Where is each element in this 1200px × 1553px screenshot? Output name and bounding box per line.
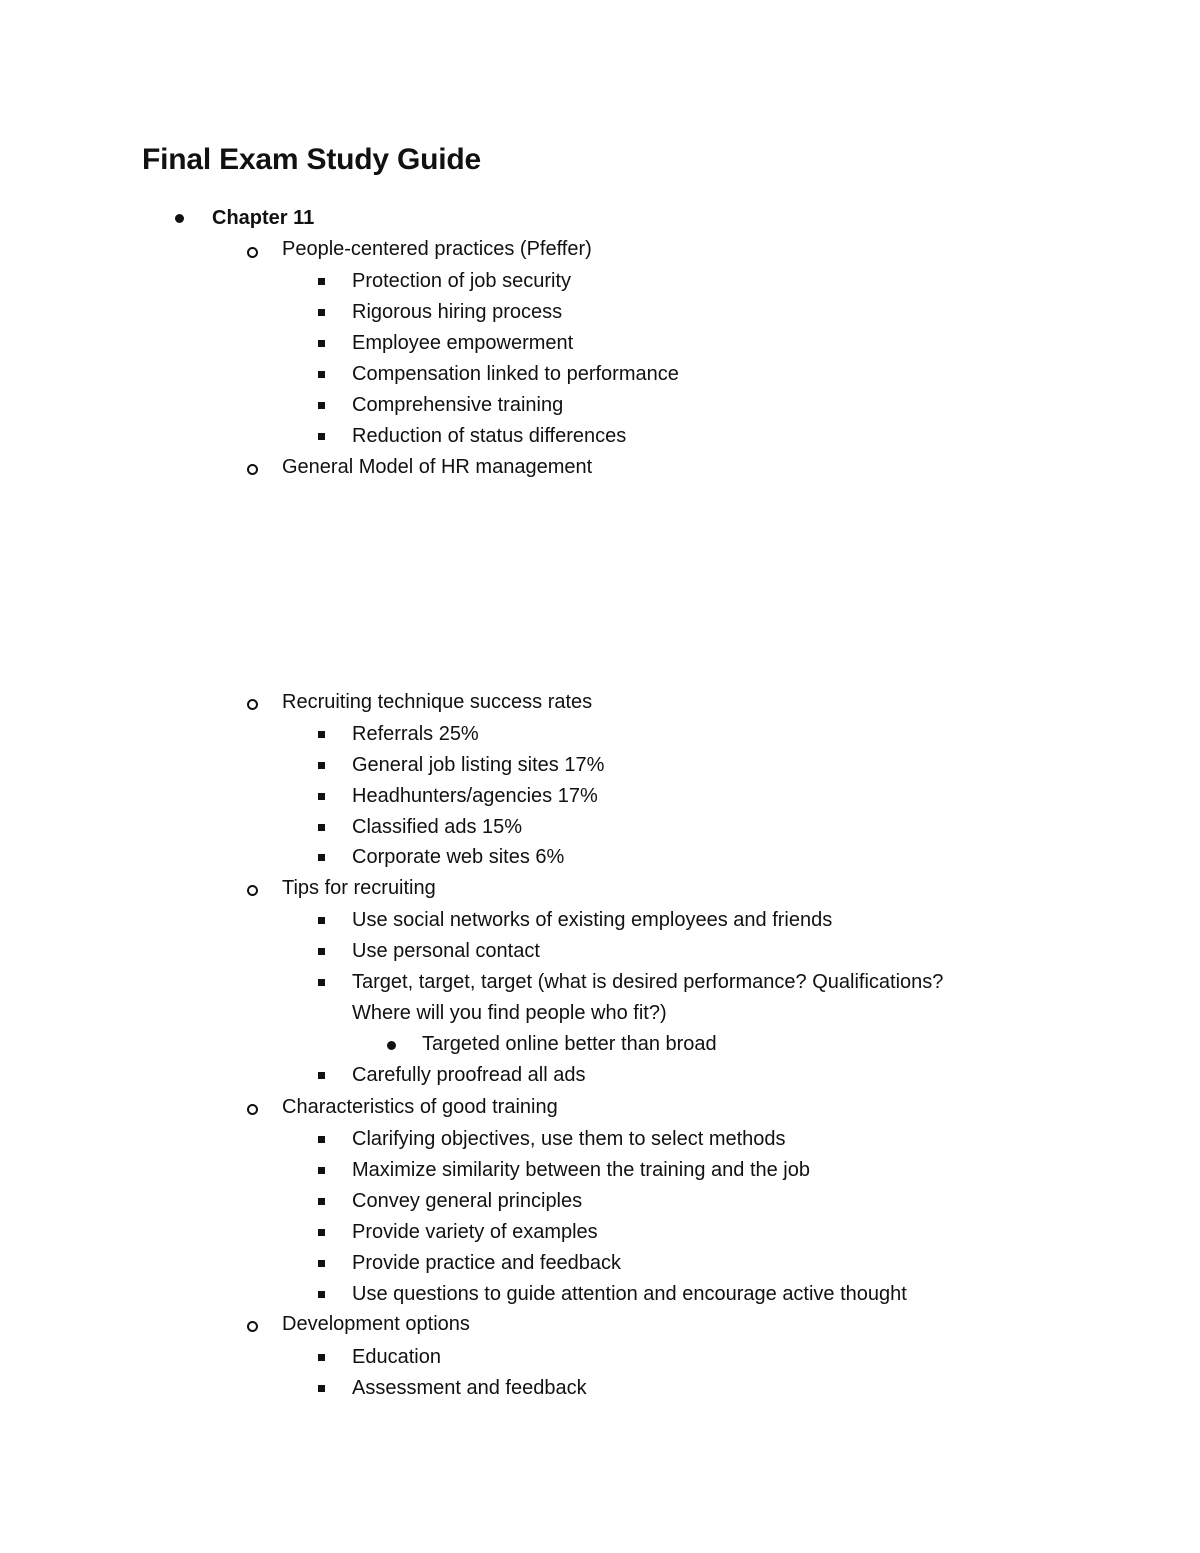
bullet-circle-icon	[247, 464, 258, 475]
list-item: General job listing sites 17%	[352, 754, 605, 776]
bullet-square-icon	[318, 824, 325, 831]
section-heading: Tips for recruiting	[282, 877, 436, 899]
section-heading: General Model of HR management	[282, 456, 593, 478]
bullet-square-icon	[318, 731, 325, 738]
list-item: Classified ads 15%	[352, 816, 523, 838]
bullet-circle-icon	[247, 1104, 258, 1115]
bullet-square-icon	[318, 1260, 325, 1267]
bullet-square-icon	[318, 309, 325, 316]
bullet-square-icon	[318, 948, 325, 955]
bullet-square-icon	[318, 979, 325, 986]
list-item: Referrals 25%	[352, 723, 479, 745]
section-heading: Characteristics of good training	[282, 1096, 558, 1118]
bullet-square-icon	[318, 1385, 325, 1392]
list-item: Target, target, target (what is desired performance? Qualifications?	[352, 971, 944, 993]
bullet-square-icon	[318, 1136, 325, 1143]
bullet-square-icon	[318, 1198, 325, 1205]
list-item: Employee empowerment	[352, 332, 574, 354]
list-item: Assessment and feedback	[352, 1377, 587, 1399]
list-item: Carefully proofread all ads	[352, 1064, 586, 1086]
bullet-square-icon	[318, 917, 325, 924]
bullet-disc-icon	[175, 214, 184, 223]
list-item: Corporate web sites 6%	[352, 846, 565, 868]
list-item: Provide practice and feedback	[352, 1252, 622, 1274]
bullet-square-icon	[318, 1072, 325, 1079]
bullet-square-icon	[318, 340, 325, 347]
bullet-circle-icon	[247, 247, 258, 258]
list-item: Clarifying objectives, use them to select methods	[352, 1128, 786, 1150]
page-title: Final Exam Study Guide	[142, 143, 482, 176]
bullet-circle-icon	[247, 885, 258, 896]
list-item: Use questions to guide attention and encourage active thought	[352, 1283, 907, 1305]
bullet-square-icon	[318, 402, 325, 409]
list-item: Education	[352, 1346, 441, 1368]
bullet-circle-icon	[247, 1321, 258, 1332]
list-item: Headhunters/agencies 17%	[352, 785, 598, 807]
section-heading: Recruiting technique success rates	[282, 691, 593, 713]
list-item: Protection of job security	[352, 270, 571, 292]
list-item: Comprehensive training	[352, 394, 564, 416]
bullet-square-icon	[318, 1291, 325, 1298]
section-heading: Development options	[282, 1313, 470, 1335]
bullet-square-icon	[318, 433, 325, 440]
bullet-disc-icon	[387, 1041, 396, 1050]
bullet-square-icon	[318, 1354, 325, 1361]
bullet-square-icon	[318, 1229, 325, 1236]
section-heading: People-centered practices (Pfeffer)	[282, 238, 592, 260]
bullet-square-icon	[318, 762, 325, 769]
list-item: Compensation linked to performance	[352, 363, 679, 385]
list-item: Maximize similarity between the training and the job	[352, 1159, 810, 1181]
bullet-square-icon	[318, 1167, 325, 1174]
list-item: Convey general principles	[352, 1190, 583, 1212]
bullet-circle-icon	[247, 699, 258, 710]
bullet-square-icon	[318, 371, 325, 378]
chapter-heading: Chapter 11	[212, 207, 315, 229]
list-item: Provide variety of examples	[352, 1221, 598, 1243]
bullet-square-icon	[318, 854, 325, 861]
list-subitem: Targeted online better than broad	[422, 1033, 717, 1055]
bullet-square-icon	[318, 278, 325, 285]
list-item-continuation: Where will you find people who fit?)	[352, 1002, 667, 1024]
list-item: Reduction of status differences	[352, 425, 627, 447]
list-item: Use social networks of existing employees and friends	[352, 909, 833, 931]
bullet-square-icon	[318, 793, 325, 800]
list-item: Use personal contact	[352, 940, 540, 962]
list-item: Rigorous hiring process	[352, 301, 563, 323]
